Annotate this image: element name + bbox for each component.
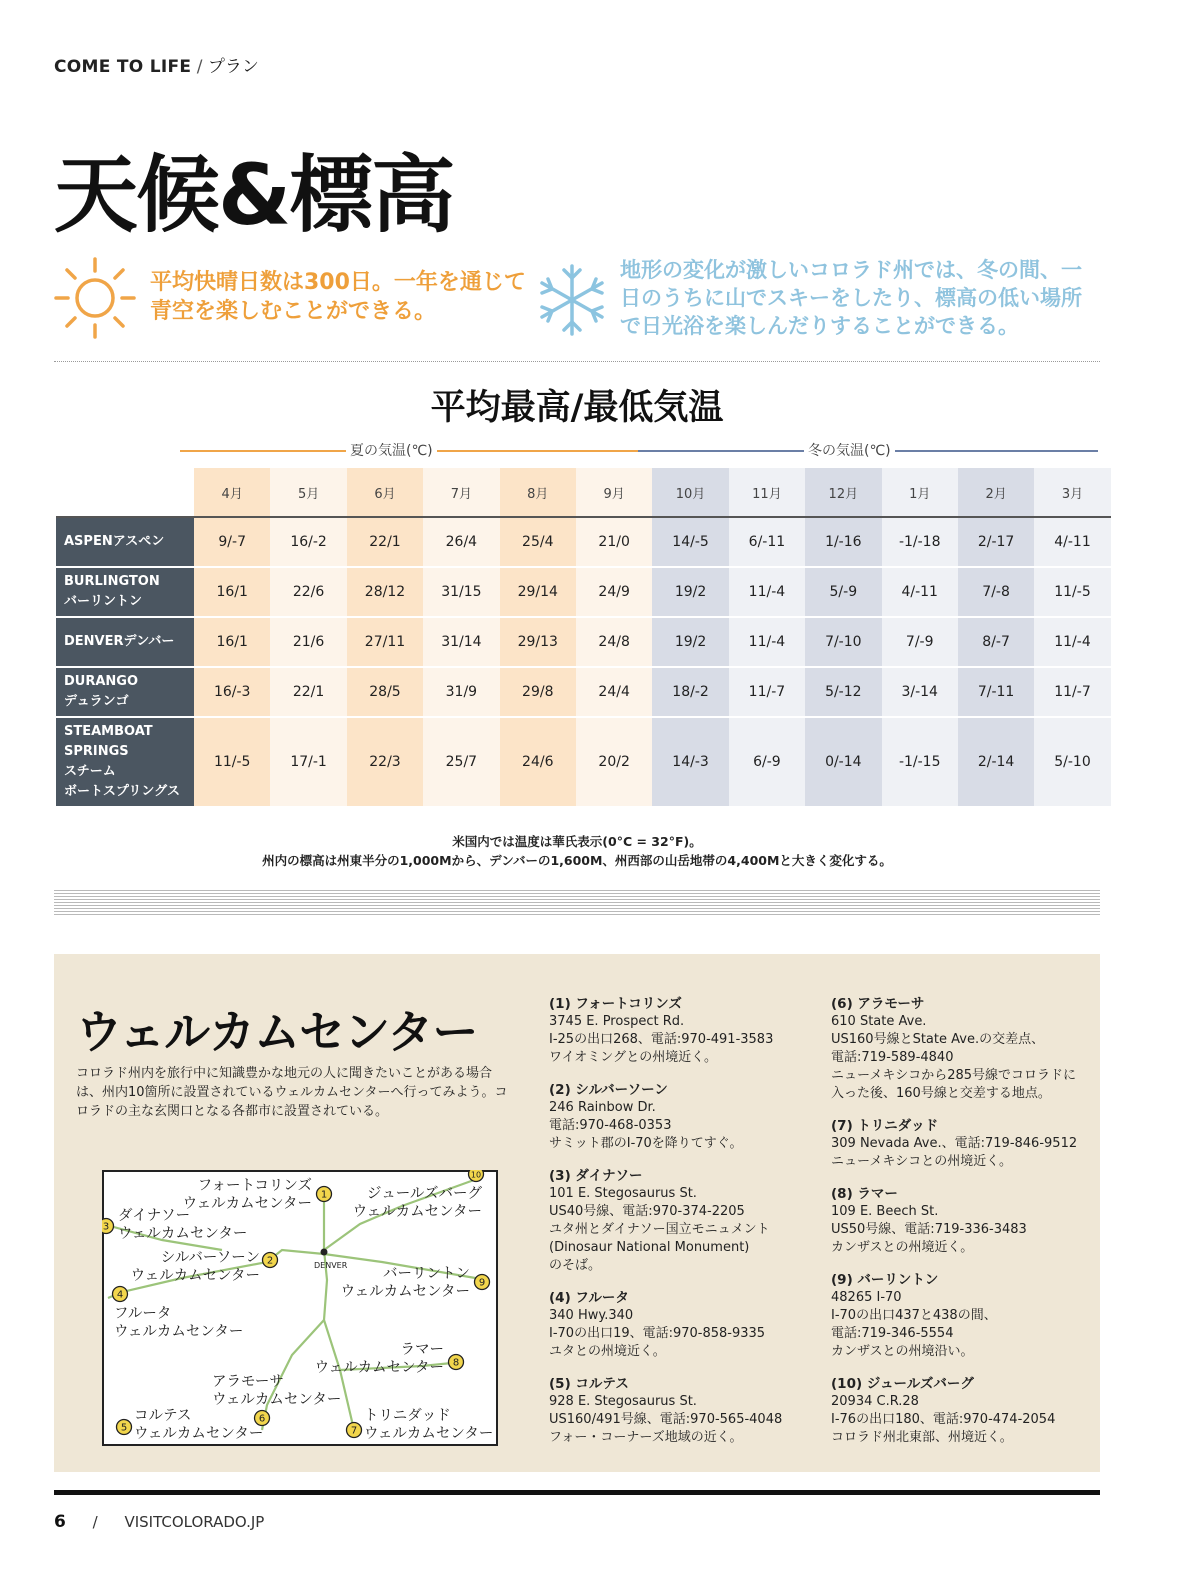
denver-dot: [321, 1249, 328, 1256]
entry-line: 109 E. Beech St.: [831, 1204, 939, 1219]
welcome-center-entry: [549, 1375, 799, 1447]
city-label: STEAMBOAT SPRINGS スチーム ボートスプリングス: [56, 718, 194, 808]
entry-line: I-76の出口180、電話:970-474-2054: [831, 1412, 1056, 1427]
temperature-table: [56, 468, 1111, 808]
footer-separator: /: [92, 1513, 98, 1531]
map-label: ウェルカムセンター: [364, 1426, 494, 1442]
temp-cell: 1/-16: [805, 518, 881, 568]
footer-rule: [54, 1490, 1100, 1495]
entry-line: サミット郡のI-70を降りてすぐ。: [549, 1136, 743, 1151]
entry-heading: (6) アラモーサ: [831, 996, 925, 1012]
temp-cell: 4/-11: [882, 568, 958, 618]
map-label: ウェルカムセンター: [212, 1392, 342, 1408]
page-title: 天候&標高: [54, 146, 454, 244]
entry-line: 電話:719-346-5554: [831, 1326, 954, 1341]
temp-cell: 5/-9: [805, 568, 881, 618]
temp-cell: 24/8: [576, 618, 652, 668]
month-header: 3月: [1034, 468, 1110, 518]
temp-cell: 16/-3: [194, 668, 270, 718]
entry-heading: (4) フルータ: [549, 1290, 629, 1306]
temp-cell: 28/5: [347, 668, 423, 718]
temp-cell: 24/9: [576, 568, 652, 618]
table-title: 平均最高/最低気温: [430, 388, 724, 428]
temp-cell: 20/2: [576, 718, 652, 808]
entry-heading: (1) フォートコリンズ: [549, 996, 682, 1012]
entry-heading: (9) バーリントン: [831, 1272, 939, 1288]
entry-heading: (5) コルテス: [549, 1376, 629, 1392]
temp-cell: 16/-2: [270, 518, 346, 568]
entry-line: フォー・コーナーズ地域の近く。: [549, 1430, 743, 1445]
temp-cell: 7/-9: [882, 618, 958, 668]
temp-cell: 14/-5: [652, 518, 728, 568]
colorado-map: [102, 1170, 498, 1448]
entry-line: 20934 C.R.28: [831, 1394, 919, 1409]
temp-cell: 29/13: [500, 618, 576, 668]
entry-line: US50号線、電話:719-336-3483: [831, 1222, 1027, 1237]
entry-line: 340 Hwy.340: [549, 1308, 634, 1323]
entry-line: ワイオミングとの州境近く。: [549, 1050, 717, 1065]
entry-heading: (3) ダイナソー: [549, 1168, 643, 1184]
temp-cell: 11/-5: [1034, 568, 1110, 618]
entry-line: カンザスとの州境沿い。: [831, 1344, 974, 1359]
welcome-center-entry: [831, 1185, 1091, 1257]
temp-cell: 11/-7: [1034, 668, 1110, 718]
note-line-2: 州内の標高は州東半分の1,000Mから、デンバーの1,600M、州西部の山岳地帯の4,400Mと大きく変化する。: [262, 853, 892, 868]
entry-line: I-25の出口268、電話:970-491-3583: [549, 1032, 774, 1047]
city-label: ASPENアスペン: [56, 518, 194, 568]
running-header: [54, 52, 259, 77]
map-label: ウェルカムセンター: [314, 1360, 444, 1376]
temp-cell: 3/-14: [882, 668, 958, 718]
temp-cell: 22/3: [347, 718, 423, 808]
temp-cell: 11/-7: [729, 668, 805, 718]
winter-header: [638, 440, 1098, 460]
summer-label: 夏の気温(℃): [346, 440, 437, 460]
centers-column-2: [831, 995, 1091, 1461]
temp-cell: 21/6: [270, 618, 346, 668]
entry-line: カンザスとの州境近く。: [831, 1240, 974, 1255]
map-marker-number: 4: [116, 1289, 124, 1301]
entry-line: US160号線とState Ave.の交差点、: [831, 1032, 1045, 1047]
city-label: DURANGO デュランゴ: [56, 668, 194, 718]
month-header: 2月: [958, 468, 1034, 518]
temp-cell: 25/7: [423, 718, 499, 808]
temp-cell: 11/-5: [194, 718, 270, 808]
map-label: ウェルカムセンター: [182, 1196, 312, 1212]
city-label: DENVERデンバー: [56, 618, 194, 668]
temp-cell: 22/1: [270, 668, 346, 718]
map-marker-number: 8: [452, 1357, 460, 1369]
table-note: [0, 832, 1154, 870]
map-marker-number: 2: [266, 1255, 274, 1267]
entry-line: US160/491号線、電話:970-565-4048: [549, 1412, 783, 1427]
welcome-center-title: ウェルカムセンター: [76, 1005, 478, 1059]
map-marker-number: 10: [470, 1170, 482, 1180]
entry-line: ユタとの州境近く。: [549, 1344, 666, 1359]
map-label: ウェルカムセンター: [118, 1226, 248, 1242]
temp-cell: 2/-17: [958, 518, 1034, 568]
temp-cell: 27/11: [347, 618, 423, 668]
temp-cell: 29/14: [500, 568, 576, 618]
map-label: ダイナソー: [118, 1208, 191, 1224]
temp-cell: 31/15: [423, 568, 499, 618]
brand-label: COME TO LIFE: [54, 57, 192, 77]
map-label: フォートコリンズ: [197, 1178, 312, 1194]
temp-cell: 8/-7: [958, 618, 1034, 668]
map-label: コルテス: [134, 1408, 192, 1424]
city-label: BURLINGTON バーリントン: [56, 568, 194, 618]
map-marker-number: 3: [102, 1221, 110, 1233]
temp-cell: 0/-14: [805, 718, 881, 808]
temp-cell: 31/9: [423, 668, 499, 718]
temp-cell: 21/0: [576, 518, 652, 568]
entry-line: 101 E. Stegosaurus St.: [549, 1186, 697, 1201]
entry-heading: (2) シルバーソーン: [549, 1082, 668, 1098]
welcome-center-entry: [831, 1375, 1091, 1447]
snowflake-icon: [536, 262, 608, 338]
temp-cell: 9/-7: [194, 518, 270, 568]
entry-line: コロラド州北東部、州境近く。: [831, 1430, 1013, 1445]
temp-cell: 26/4: [423, 518, 499, 568]
temp-cell: 6/-11: [729, 518, 805, 568]
welcome-center-entry: [549, 1289, 799, 1361]
map-label: アラモーサ: [212, 1374, 284, 1390]
temp-cell: 22/6: [270, 568, 346, 618]
map-label: フルータ: [114, 1306, 172, 1322]
map-marker-number: 5: [120, 1422, 128, 1434]
month-header: 6月: [347, 468, 423, 518]
temp-cell: 22/1: [347, 518, 423, 568]
month-header: 7月: [423, 468, 499, 518]
entry-line: 928 E. Stegosaurus St.: [549, 1394, 697, 1409]
temp-cell: 25/4: [500, 518, 576, 568]
temp-cell: -1/-15: [882, 718, 958, 808]
temp-cell: 28/12: [347, 568, 423, 618]
map-label: ウェルカムセンター: [114, 1324, 244, 1340]
temp-cell: 24/4: [576, 668, 652, 718]
entry-line: ニューメキシコから285号線でコロラドに: [831, 1068, 1077, 1083]
site-url: VISITCOLORADO.JP: [124, 1513, 265, 1531]
entry-line: 入った後、160号線と交差する地点。: [831, 1086, 1051, 1101]
map-label: ラマー: [400, 1342, 444, 1358]
temp-cell: 24/6: [500, 718, 576, 808]
note-line-1: 米国内では温度は華氏表示(0°C = 32°F)。: [452, 834, 702, 849]
temp-cell: 16/1: [194, 568, 270, 618]
winter-text: 地形の変化が激しいコロラド州では、冬の間、一日のうちに山でスキーをしたり、標高の低い場所で日光浴を楽しんだりすることができる。: [620, 258, 1082, 338]
map-marker-number: 6: [258, 1413, 266, 1425]
map-marker-number: 7: [350, 1425, 358, 1437]
map-label: ウェルカムセンター: [134, 1426, 264, 1442]
temp-cell: 7/-8: [958, 568, 1034, 618]
map-label: ウェルカムセンター: [340, 1284, 470, 1300]
temp-cell: -1/-18: [882, 518, 958, 568]
month-header-row: [56, 468, 1111, 518]
temp-cell: 7/-10: [805, 618, 881, 668]
entry-line: 309 Nevada Ave.、電話:719-846-9512: [831, 1136, 1078, 1151]
map-marker-number: 9: [478, 1277, 486, 1289]
welcome-center-description: コロラド州内を旅行中に知識豊かな地元の人に聞きたいことがある場合は、州内10箇所に設置されているウェルカムセンターへ行ってみよう。コロラドの主な玄関口となる各都市に設置されている。: [76, 1066, 508, 1119]
welcome-center-entry: [549, 1081, 799, 1153]
map-label: ジュールズバーグ: [367, 1186, 482, 1202]
temp-cell: 14/-3: [652, 718, 728, 808]
table-row: [56, 568, 1111, 618]
table-row: [56, 618, 1111, 668]
entry-line: I-70の出口437と438の間、: [831, 1308, 997, 1323]
sunny-days-text: 平均快晴日数は300日。一年を通じて青空を楽しむことができる。: [150, 270, 526, 324]
page-number: 6: [54, 1512, 66, 1532]
month-header: 10月: [652, 468, 728, 518]
temp-cell: 5/-10: [1034, 718, 1110, 808]
footer: [54, 1512, 264, 1532]
temp-cell: 16/1: [194, 618, 270, 668]
entry-line: 246 Rainbow Dr.: [549, 1100, 656, 1115]
sun-icon: [52, 255, 138, 341]
entry-line: 610 State Ave.: [831, 1014, 927, 1029]
map-label: トリニダッド: [364, 1408, 451, 1424]
stripe-divider: [54, 890, 1100, 916]
temp-cell: 4/-11: [1034, 518, 1110, 568]
entry-line: ニューメキシコとの州境近く。: [831, 1154, 1012, 1169]
welcome-center-entry: [831, 1271, 1091, 1361]
temp-cell: 17/-1: [270, 718, 346, 808]
entry-line: 電話:719-589-4840: [831, 1050, 954, 1065]
temp-cell: 5/-12: [805, 668, 881, 718]
divider: [54, 361, 1100, 362]
winter-label: 冬の気温(℃): [804, 440, 895, 460]
temp-cell: 29/8: [500, 668, 576, 718]
corner-cell: [56, 468, 194, 518]
table-row: [56, 718, 1111, 808]
entry-line: のそば。: [549, 1258, 602, 1273]
entry-line: 電話:970-468-0353: [549, 1118, 672, 1133]
temp-cell: 11/-4: [1034, 618, 1110, 668]
map-label: ウェルカムセンター: [352, 1204, 482, 1220]
temp-cell: 19/2: [652, 618, 728, 668]
temp-cell: 31/14: [423, 618, 499, 668]
temp-cell: 11/-4: [729, 568, 805, 618]
welcome-center-entry: [831, 995, 1091, 1103]
entry-line: 3745 E. Prospect Rd.: [549, 1014, 685, 1029]
denver-label: DENVER: [314, 1261, 348, 1270]
map-label: バーリントン: [383, 1266, 470, 1282]
entry-line: I-70の出口19、電話:970-858-9335: [549, 1326, 766, 1341]
entry-line: (Dinosaur National Monument): [549, 1240, 750, 1255]
map-marker-number: 1: [320, 1189, 328, 1201]
table-row: [56, 518, 1111, 568]
temp-cell: 2/-14: [958, 718, 1034, 808]
month-header: 5月: [270, 468, 346, 518]
welcome-center-entry: [549, 1167, 799, 1275]
welcome-center-entry: [549, 995, 799, 1067]
month-header: 9月: [576, 468, 652, 518]
temp-cell: 7/-11: [958, 668, 1034, 718]
map-label: シルバーソーン: [160, 1250, 260, 1266]
entry-line: ユタ州とダイナソー国立モニュメント: [549, 1222, 770, 1237]
map-label: ウェルカムセンター: [130, 1268, 260, 1284]
welcome-center-entry: [831, 1117, 1091, 1171]
temp-cell: 19/2: [652, 568, 728, 618]
month-header: 12月: [805, 468, 881, 518]
entry-heading: (10) ジュールズバーグ: [831, 1376, 974, 1392]
month-header: 4月: [194, 468, 270, 518]
entry-heading: (7) トリニダッド: [831, 1118, 939, 1134]
temp-cell: 18/-2: [652, 668, 728, 718]
entry-line: US40号線、電話:970-374-2205: [549, 1204, 745, 1219]
temp-cell: 11/-4: [729, 618, 805, 668]
month-header: 1月: [882, 468, 958, 518]
month-header: 8月: [500, 468, 576, 518]
entry-heading: (8) ラマー: [831, 1186, 898, 1202]
temp-cell: 6/-9: [729, 718, 805, 808]
centers-column-1: [549, 995, 799, 1461]
summer-header: [180, 440, 638, 460]
month-header: 11月: [729, 468, 805, 518]
section-label: プラン: [207, 57, 259, 77]
entry-line: 48265 I-70: [831, 1290, 902, 1305]
header-separator: /: [196, 57, 203, 77]
table-row: [56, 668, 1111, 718]
